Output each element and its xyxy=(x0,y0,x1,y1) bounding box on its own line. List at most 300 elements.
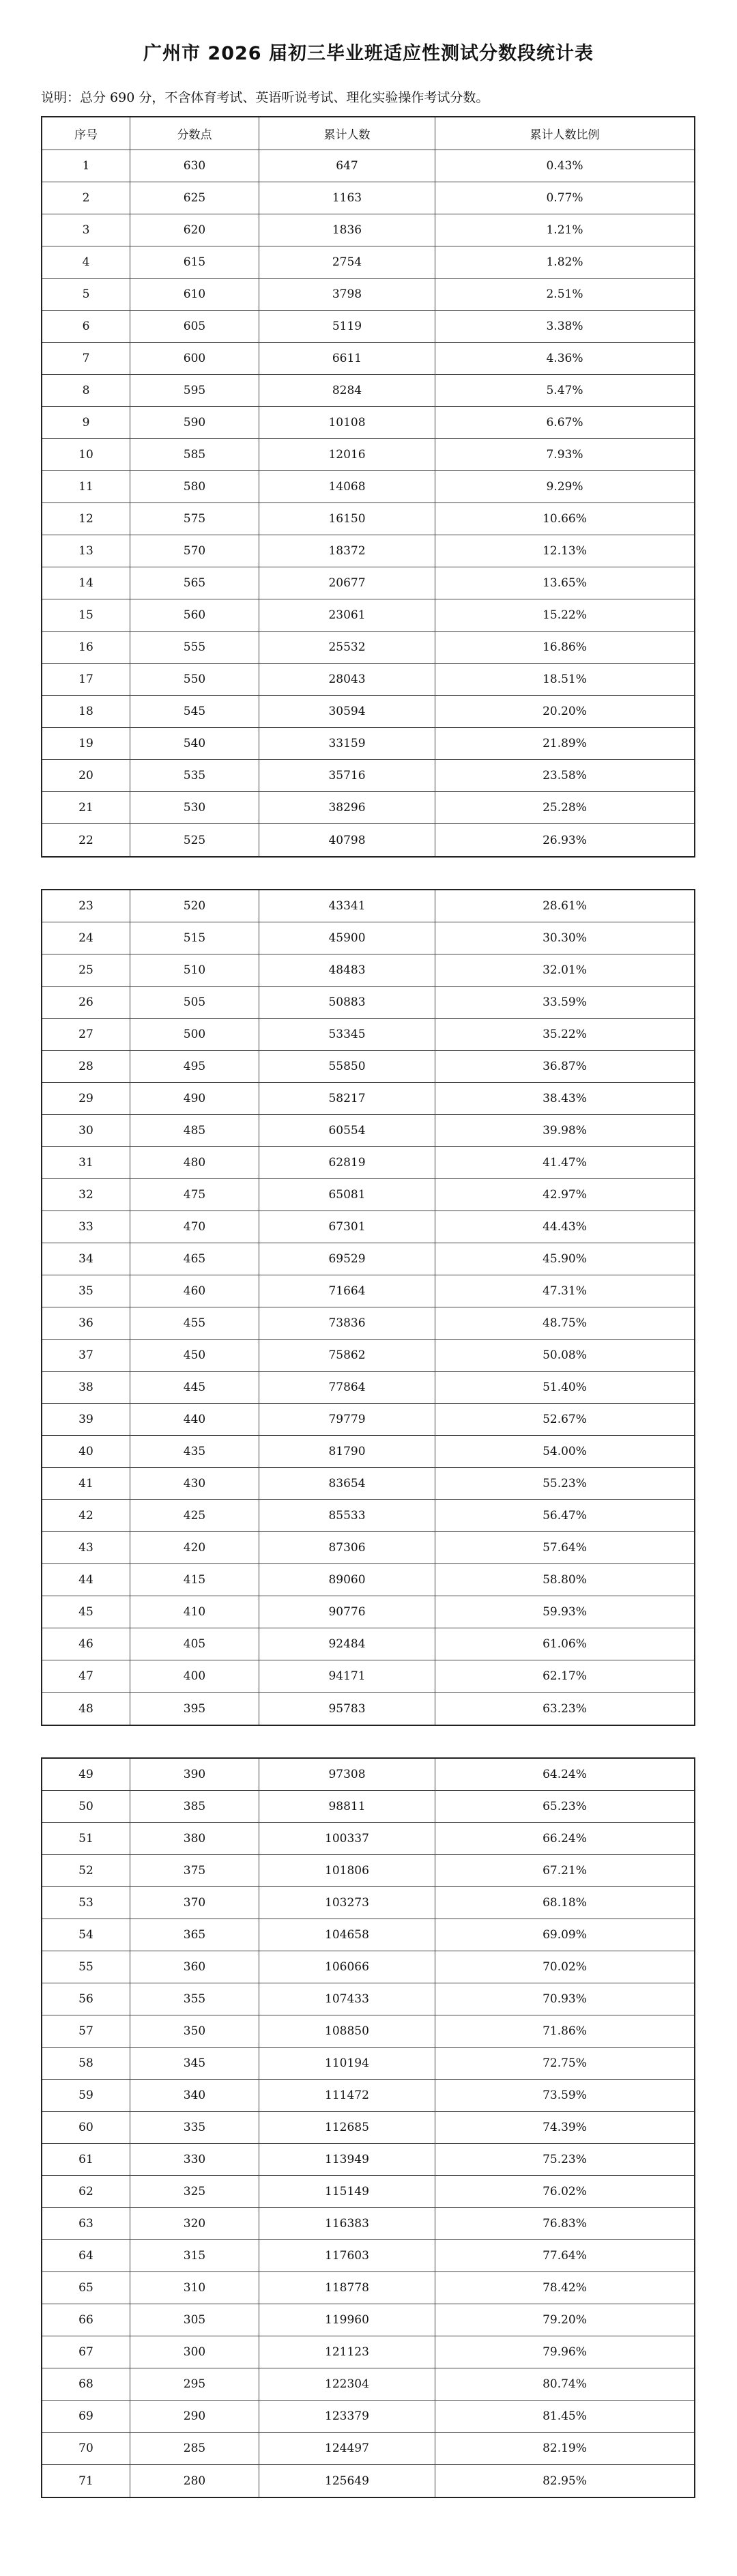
serial-cell: 12 xyxy=(42,503,130,535)
score-cell: 320 xyxy=(130,2208,259,2239)
table-row xyxy=(42,311,694,343)
serial-cell: 22 xyxy=(42,824,130,856)
table-row xyxy=(42,1919,694,1951)
table-row xyxy=(42,214,694,246)
serial-cell: 27 xyxy=(42,1019,130,1050)
table-row xyxy=(42,439,694,471)
serial-cell: 46 xyxy=(42,1628,130,1660)
cumulative-count-cell: 48483 xyxy=(259,954,435,986)
cumulative-ratio-cell: 58.80% xyxy=(543,1573,587,1587)
serial-cell: 71 xyxy=(42,2465,130,2497)
cumulative-count-cell: 38296 xyxy=(259,792,435,823)
cumulative-ratio-cell: 2.51% xyxy=(546,287,583,301)
score-cell: 290 xyxy=(130,2401,259,2432)
cumulative-ratio-cell: 0.77% xyxy=(546,191,583,205)
cumulative-count-cell: 113949 xyxy=(259,2144,435,2175)
table-row xyxy=(42,503,694,535)
cumulative-ratio-cell: 5.47% xyxy=(546,384,583,397)
cumulative-ratio-cell: 21.89% xyxy=(543,737,587,750)
score-cell: 415 xyxy=(130,1564,259,1596)
cumulative-count-cell: 85533 xyxy=(259,1500,435,1531)
serial-cell: 34 xyxy=(42,1243,130,1275)
cumulative-ratio-cell: 10.66% xyxy=(543,512,587,526)
table-header-row xyxy=(42,117,694,150)
serial-cell: 28 xyxy=(42,1051,130,1082)
serial-cell: 37 xyxy=(42,1340,130,1371)
cumulative-count-cell: 95783 xyxy=(259,1693,435,1725)
table-row xyxy=(42,1791,694,1823)
cumulative-ratio-cell: 71.86% xyxy=(543,2024,587,2038)
cumulative-count-cell: 79779 xyxy=(259,1404,435,1435)
cumulative-ratio-cell: 23.58% xyxy=(543,769,587,782)
serial-cell: 8 xyxy=(42,375,130,406)
cumulative-count-cell: 124497 xyxy=(259,2433,435,2464)
serial-cell: 1 xyxy=(42,150,130,182)
serial-cell: 6 xyxy=(42,311,130,342)
serial-cell: 14 xyxy=(42,567,130,599)
cumulative-ratio-cell: 9.29% xyxy=(546,480,583,494)
score-cell: 520 xyxy=(130,890,259,922)
table-row xyxy=(42,1983,694,2015)
score-cell: 620 xyxy=(130,214,259,246)
table-row xyxy=(42,1468,694,1500)
table-row xyxy=(42,1855,694,1887)
score-cell: 500 xyxy=(130,1019,259,1050)
cumulative-count-cell: 28043 xyxy=(259,664,435,695)
table-row xyxy=(42,1340,694,1372)
cumulative-ratio-cell: 79.20% xyxy=(543,2313,587,2327)
cumulative-count-cell: 125649 xyxy=(259,2465,435,2497)
cumulative-count-cell: 73836 xyxy=(259,1307,435,1339)
cumulative-ratio-cell: 55.23% xyxy=(543,1477,587,1490)
table-row xyxy=(42,1243,694,1275)
score-cell: 385 xyxy=(130,1791,259,1822)
cumulative-ratio-cell: 42.97% xyxy=(543,1188,587,1202)
serial-cell: 30 xyxy=(42,1115,130,1146)
table-row xyxy=(42,1759,694,1791)
score-cell: 390 xyxy=(130,1759,259,1790)
serial-cell: 15 xyxy=(42,599,130,631)
score-cell: 585 xyxy=(130,439,259,470)
cumulative-count-cell: 81790 xyxy=(259,1436,435,1467)
cumulative-count-cell: 118778 xyxy=(259,2272,435,2304)
cumulative-ratio-cell: 13.65% xyxy=(543,576,587,590)
cumulative-ratio-cell: 59.93% xyxy=(543,1605,587,1619)
score-cell: 430 xyxy=(130,1468,259,1499)
cumulative-count-cell: 35716 xyxy=(259,760,435,791)
score-cell: 570 xyxy=(130,535,259,567)
cumulative-count-cell: 71664 xyxy=(259,1275,435,1307)
serial-cell: 65 xyxy=(42,2272,130,2304)
score-cell: 460 xyxy=(130,1275,259,1307)
score-cell: 425 xyxy=(130,1500,259,1531)
cumulative-count-cell: 30594 xyxy=(259,696,435,727)
score-cell: 625 xyxy=(130,182,259,214)
table-row xyxy=(42,1500,694,1532)
score-cell: 420 xyxy=(130,1532,259,1563)
cumulative-count-cell: 83654 xyxy=(259,1468,435,1499)
cumulative-ratio-cell: 61.06% xyxy=(543,1637,587,1651)
cumulative-count-cell: 62819 xyxy=(259,1147,435,1178)
score-cell: 525 xyxy=(130,824,259,856)
table-page-3 xyxy=(41,1757,695,2498)
score-cell: 395 xyxy=(130,1693,259,1725)
table-row xyxy=(42,2240,694,2272)
cumulative-ratio-cell: 32.01% xyxy=(543,963,587,977)
score-cell: 335 xyxy=(130,2112,259,2143)
cumulative-ratio-cell: 56.47% xyxy=(543,1509,587,1523)
header-cell: 累计人数 xyxy=(259,117,435,150)
score-cell: 550 xyxy=(130,664,259,695)
cumulative-count-cell: 87306 xyxy=(259,1532,435,1563)
serial-cell: 16 xyxy=(42,632,130,663)
score-cell: 545 xyxy=(130,696,259,727)
score-cell: 400 xyxy=(130,1660,259,1692)
table-row xyxy=(42,696,694,728)
table-row xyxy=(42,1307,694,1340)
serial-cell: 41 xyxy=(42,1468,130,1499)
cumulative-ratio-cell: 62.17% xyxy=(543,1669,587,1683)
table-row xyxy=(42,1019,694,1051)
table-row xyxy=(42,1372,694,1404)
cumulative-count-cell: 122304 xyxy=(259,2368,435,2400)
cumulative-count-cell: 92484 xyxy=(259,1628,435,1660)
table-row xyxy=(42,792,694,824)
header-cell: 累计人数比例 xyxy=(530,128,600,142)
score-cell: 455 xyxy=(130,1307,259,1339)
serial-cell: 7 xyxy=(42,343,130,374)
score-cell: 615 xyxy=(130,246,259,278)
serial-cell: 62 xyxy=(42,2176,130,2207)
cumulative-ratio-cell: 35.22% xyxy=(543,1028,587,1041)
serial-cell: 50 xyxy=(42,1791,130,1822)
table-page-1 xyxy=(41,116,695,858)
serial-cell: 54 xyxy=(42,1919,130,1951)
cumulative-count-cell: 123379 xyxy=(259,2401,435,2432)
cumulative-count-cell: 98811 xyxy=(259,1791,435,1822)
score-cell: 315 xyxy=(130,2240,259,2271)
table-row xyxy=(42,2048,694,2080)
score-cell: 470 xyxy=(130,1211,259,1243)
cumulative-ratio-cell: 16.86% xyxy=(543,640,587,654)
table-row xyxy=(42,2015,694,2048)
score-cell: 630 xyxy=(130,150,259,182)
cumulative-ratio-cell: 77.64% xyxy=(543,2249,587,2263)
cumulative-count-cell: 1836 xyxy=(259,214,435,246)
serial-cell: 33 xyxy=(42,1211,130,1243)
serial-cell: 61 xyxy=(42,2144,130,2175)
cumulative-ratio-cell: 78.42% xyxy=(543,2281,587,2295)
table-row xyxy=(42,2272,694,2304)
serial-cell: 64 xyxy=(42,2240,130,2271)
cumulative-ratio-cell: 67.21% xyxy=(543,1864,587,1878)
table-row xyxy=(42,1693,694,1725)
cumulative-count-cell: 94171 xyxy=(259,1660,435,1692)
table-row xyxy=(42,1951,694,1983)
cumulative-count-cell: 67301 xyxy=(259,1211,435,1243)
cumulative-ratio-cell: 47.31% xyxy=(543,1284,587,1298)
cumulative-ratio-cell: 82.19% xyxy=(543,2441,587,2455)
score-cell: 565 xyxy=(130,567,259,599)
cumulative-ratio-cell: 70.93% xyxy=(543,1992,587,2006)
serial-cell: 36 xyxy=(42,1307,130,1339)
score-cell: 440 xyxy=(130,1404,259,1435)
cumulative-ratio-cell: 68.18% xyxy=(543,1896,587,1910)
serial-cell: 3 xyxy=(42,214,130,246)
cumulative-count-cell: 40798 xyxy=(259,824,435,856)
table-row xyxy=(42,1211,694,1243)
cumulative-ratio-cell: 82.95% xyxy=(543,2474,587,2488)
serial-cell: 31 xyxy=(42,1147,130,1178)
serial-cell: 70 xyxy=(42,2433,130,2464)
cumulative-count-cell: 106066 xyxy=(259,1951,435,1983)
serial-cell: 58 xyxy=(42,2048,130,2079)
cumulative-count-cell: 90776 xyxy=(259,1596,435,1628)
table-row xyxy=(42,2465,694,2497)
score-cell: 295 xyxy=(130,2368,259,2400)
cumulative-count-cell: 75862 xyxy=(259,1340,435,1371)
serial-cell: 52 xyxy=(42,1855,130,1886)
score-cell: 300 xyxy=(130,2336,259,2368)
table-row xyxy=(42,182,694,214)
cumulative-ratio-cell: 38.43% xyxy=(543,1092,587,1105)
cumulative-count-cell: 2754 xyxy=(259,246,435,278)
score-cell: 465 xyxy=(130,1243,259,1275)
cumulative-count-cell: 60554 xyxy=(259,1115,435,1146)
table-row xyxy=(42,1436,694,1468)
cumulative-count-cell: 116383 xyxy=(259,2208,435,2239)
table-row xyxy=(42,2112,694,2144)
cumulative-ratio-cell: 54.00% xyxy=(543,1445,587,1458)
cumulative-ratio-cell: 72.75% xyxy=(543,2056,587,2070)
serial-cell: 11 xyxy=(42,471,130,503)
cumulative-ratio-cell: 76.02% xyxy=(543,2185,587,2198)
table-row xyxy=(42,1179,694,1211)
score-cell: 600 xyxy=(130,343,259,374)
cumulative-count-cell: 33159 xyxy=(259,728,435,759)
cumulative-ratio-cell: 80.74% xyxy=(543,2377,587,2391)
cumulative-count-cell: 18372 xyxy=(259,535,435,567)
cumulative-count-cell: 103273 xyxy=(259,1887,435,1919)
table-row xyxy=(42,1275,694,1307)
cumulative-ratio-cell: 30.30% xyxy=(543,931,587,945)
cumulative-count-cell: 50883 xyxy=(259,987,435,1018)
cumulative-count-cell: 58217 xyxy=(259,1083,435,1114)
table-row xyxy=(42,1887,694,1919)
cumulative-count-cell: 104658 xyxy=(259,1919,435,1951)
score-cell: 345 xyxy=(130,2048,259,2079)
cumulative-ratio-cell: 64.24% xyxy=(543,1768,587,1781)
cumulative-count-cell: 119960 xyxy=(259,2304,435,2336)
score-cell: 510 xyxy=(130,954,259,986)
cumulative-ratio-cell: 73.59% xyxy=(543,2089,587,2102)
score-cell: 485 xyxy=(130,1115,259,1146)
document-title: 广州市 2026 届初三毕业班适应性测试分数段统计表 xyxy=(143,43,594,64)
table-row xyxy=(42,2208,694,2240)
cumulative-ratio-cell: 51.40% xyxy=(543,1381,587,1394)
score-cell: 535 xyxy=(130,760,259,791)
cumulative-count-cell: 107433 xyxy=(259,1983,435,2015)
cumulative-count-cell: 89060 xyxy=(259,1564,435,1596)
score-cell: 495 xyxy=(130,1051,259,1082)
table-row xyxy=(42,2401,694,2433)
cumulative-count-cell: 12016 xyxy=(259,439,435,470)
serial-cell: 66 xyxy=(42,2304,130,2336)
cumulative-ratio-cell: 66.24% xyxy=(543,1832,587,1845)
cumulative-ratio-cell: 7.93% xyxy=(546,448,583,462)
score-cell: 350 xyxy=(130,2015,259,2047)
score-cell: 560 xyxy=(130,599,259,631)
cumulative-count-cell: 3798 xyxy=(259,279,435,310)
score-cell: 370 xyxy=(130,1887,259,1919)
table-row xyxy=(42,2336,694,2368)
table-row xyxy=(42,599,694,632)
cumulative-count-cell: 647 xyxy=(259,150,435,182)
score-cell: 355 xyxy=(130,1983,259,2015)
serial-cell: 57 xyxy=(42,2015,130,2047)
score-cell: 490 xyxy=(130,1083,259,1114)
cumulative-ratio-cell: 39.98% xyxy=(543,1124,587,1137)
table-row xyxy=(42,1564,694,1596)
score-cell: 360 xyxy=(130,1951,259,1983)
serial-cell: 47 xyxy=(42,1660,130,1692)
score-cell: 310 xyxy=(130,2272,259,2304)
serial-cell: 13 xyxy=(42,535,130,567)
serial-cell: 24 xyxy=(42,922,130,954)
table-row xyxy=(42,664,694,696)
cumulative-count-cell: 20677 xyxy=(259,567,435,599)
cumulative-ratio-cell: 69.09% xyxy=(543,1928,587,1942)
score-cell: 595 xyxy=(130,375,259,406)
serial-cell: 45 xyxy=(42,1596,130,1628)
serial-cell: 10 xyxy=(42,439,130,470)
serial-cell: 5 xyxy=(42,279,130,310)
cumulative-count-cell: 25532 xyxy=(259,632,435,663)
table-row xyxy=(42,987,694,1019)
table-row xyxy=(42,471,694,503)
score-cell: 325 xyxy=(130,2176,259,2207)
score-cell: 280 xyxy=(130,2465,259,2497)
serial-cell: 55 xyxy=(42,1951,130,1983)
score-cell: 375 xyxy=(130,1855,259,1886)
cumulative-ratio-cell: 20.20% xyxy=(543,705,587,718)
table-row xyxy=(42,824,694,856)
cumulative-count-cell: 112685 xyxy=(259,2112,435,2143)
serial-cell: 48 xyxy=(42,1693,130,1725)
serial-cell: 68 xyxy=(42,2368,130,2400)
table-row xyxy=(42,2368,694,2401)
table-row xyxy=(42,407,694,439)
serial-cell: 18 xyxy=(42,696,130,727)
cumulative-count-cell: 117603 xyxy=(259,2240,435,2271)
table-row xyxy=(42,954,694,987)
score-cell: 555 xyxy=(130,632,259,663)
score-cell: 480 xyxy=(130,1147,259,1178)
cumulative-ratio-cell: 33.59% xyxy=(543,995,587,1009)
cumulative-ratio-cell: 4.36% xyxy=(546,352,583,365)
cumulative-count-cell: 77864 xyxy=(259,1372,435,1403)
score-cell: 475 xyxy=(130,1179,259,1211)
serial-cell: 39 xyxy=(42,1404,130,1435)
table-row xyxy=(42,535,694,567)
serial-cell: 4 xyxy=(42,246,130,278)
table-row xyxy=(42,567,694,599)
cumulative-ratio-cell: 48.75% xyxy=(543,1316,587,1330)
cumulative-ratio-cell: 41.47% xyxy=(543,1156,587,1170)
table-row xyxy=(42,1823,694,1855)
cumulative-count-cell: 43341 xyxy=(259,890,435,922)
serial-cell: 60 xyxy=(42,2112,130,2143)
score-cell: 285 xyxy=(130,2433,259,2464)
serial-cell: 21 xyxy=(42,792,130,823)
serial-cell: 53 xyxy=(42,1887,130,1919)
cumulative-count-cell: 101806 xyxy=(259,1855,435,1886)
serial-cell: 67 xyxy=(42,2336,130,2368)
score-cell: 405 xyxy=(130,1628,259,1660)
score-cell: 605 xyxy=(130,311,259,342)
table-row xyxy=(42,1660,694,1693)
table-row xyxy=(42,1083,694,1115)
cumulative-count-cell: 121123 xyxy=(259,2336,435,2368)
score-cell: 575 xyxy=(130,503,259,535)
cumulative-ratio-cell: 26.93% xyxy=(543,833,587,847)
serial-cell: 32 xyxy=(42,1179,130,1211)
cumulative-ratio-cell: 52.67% xyxy=(543,1413,587,1426)
score-cell: 330 xyxy=(130,2144,259,2175)
table-row xyxy=(42,1404,694,1436)
cumulative-ratio-cell: 79.96% xyxy=(543,2345,587,2359)
cumulative-count-cell: 23061 xyxy=(259,599,435,631)
table-row xyxy=(42,343,694,375)
cumulative-count-cell: 97308 xyxy=(259,1759,435,1790)
serial-cell: 40 xyxy=(42,1436,130,1467)
serial-cell: 43 xyxy=(42,1532,130,1563)
cumulative-ratio-cell: 25.28% xyxy=(543,801,587,815)
cumulative-count-cell: 115149 xyxy=(259,2176,435,2207)
score-cell: 450 xyxy=(130,1340,259,1371)
header-cell: 分数点 xyxy=(130,117,259,150)
cumulative-ratio-cell: 76.83% xyxy=(543,2217,587,2231)
cumulative-ratio-cell: 81.45% xyxy=(543,2409,587,2423)
serial-cell: 2 xyxy=(42,182,130,214)
serial-cell: 69 xyxy=(42,2401,130,2432)
table-row xyxy=(42,922,694,954)
table-row xyxy=(42,246,694,279)
serial-cell: 35 xyxy=(42,1275,130,1307)
cumulative-count-cell: 111472 xyxy=(259,2080,435,2111)
serial-cell: 23 xyxy=(42,890,130,922)
table-row xyxy=(42,1596,694,1628)
cumulative-count-cell: 6611 xyxy=(259,343,435,374)
cumulative-count-cell: 16150 xyxy=(259,503,435,535)
table-page-2 xyxy=(41,889,695,1726)
table-row xyxy=(42,1115,694,1147)
table-row xyxy=(42,1532,694,1564)
score-cell: 380 xyxy=(130,1823,259,1854)
score-cell: 505 xyxy=(130,987,259,1018)
header-cell: 序号 xyxy=(42,117,130,150)
score-cell: 590 xyxy=(130,407,259,438)
score-cell: 435 xyxy=(130,1436,259,1467)
score-cell: 580 xyxy=(130,471,259,503)
serial-cell: 63 xyxy=(42,2208,130,2239)
score-cell: 410 xyxy=(130,1596,259,1628)
serial-cell: 20 xyxy=(42,760,130,791)
score-cell: 515 xyxy=(130,922,259,954)
table-row xyxy=(42,2304,694,2336)
score-cell: 305 xyxy=(130,2304,259,2336)
cumulative-count-cell: 8284 xyxy=(259,375,435,406)
